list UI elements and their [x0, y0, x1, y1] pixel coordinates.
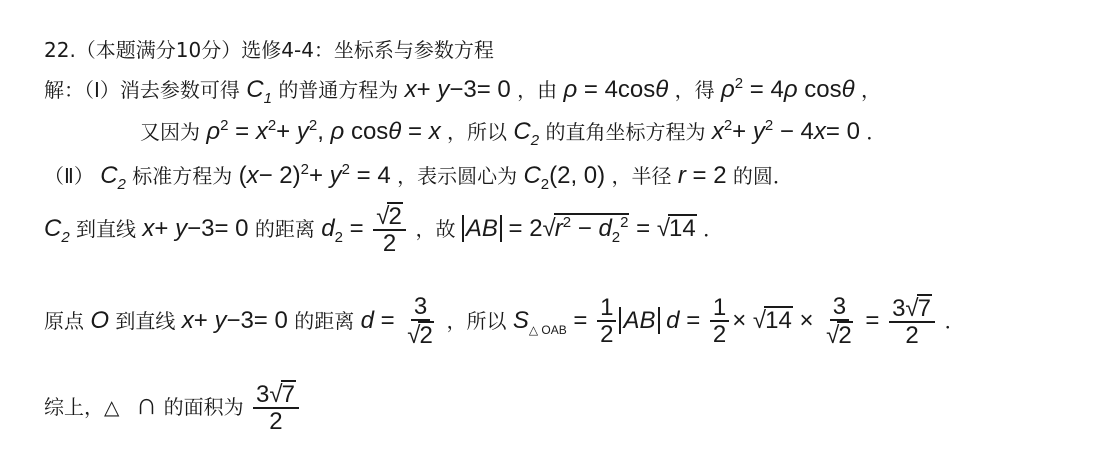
- formula-c2: $C_2$: [513, 118, 540, 149]
- formula-circle-eq: $(x- 2)^2+ y^2 = 4$: [238, 161, 391, 189]
- formula-rho-cos: ρ = 4cosθ: [563, 76, 669, 103]
- text-radius: ，半径: [611, 164, 672, 188]
- text-because: 又因为: [140, 120, 200, 144]
- solution-line-2: [140, 116, 886, 149]
- formula-rho-sq: $\rho^2 = 4\rho$ cosθ: [721, 75, 855, 103]
- text-summary: 综上，△: [44, 395, 120, 420]
- formula-conversion: $\rho^2 = x^2+ y^2$, ρ cosθ = x: [206, 117, 441, 145]
- formula-c2: $C_2$: [100, 162, 126, 193]
- text-circle: 的圆．: [732, 164, 793, 188]
- formula-line-eq: x+ y−3= 0: [404, 76, 511, 103]
- formula-c2: $C_2$: [44, 215, 70, 246]
- formula-center: $C_2(2$, 0): [523, 162, 606, 193]
- solution-line-3: [44, 160, 793, 193]
- text-period: ．: [944, 309, 965, 334]
- text-area-is: 的面积为: [163, 395, 244, 420]
- problem-header: 22.（本题满分10分）选修4-4：坐标系与参数方程: [44, 38, 494, 62]
- solution-line-6: [44, 380, 302, 436]
- formula-omega-glyph: ∩: [135, 388, 158, 422]
- text-so: ，所以: [447, 120, 508, 144]
- formula-chord-ab: AB = $2√r^2 - d_2^2 = √14$: [462, 215, 697, 242]
- formula-c1: $C_1$: [246, 76, 272, 107]
- text-distance: 的距离: [254, 217, 315, 242]
- text-to-line: 到直线: [115, 309, 176, 334]
- text-to-line: 到直线: [76, 217, 137, 242]
- solution-intro: 解：（Ⅰ）消去参数可得: [44, 78, 240, 102]
- solution-line-4: [44, 202, 723, 258]
- formula-d2: $d_2$ = $\frac{√2}{2}$: [321, 215, 415, 242]
- formula-line-eq: x+ y−3= 0: [142, 215, 249, 243]
- formula-d: d = $\frac{3}{√2}$: [360, 293, 433, 350]
- formula-area: $S_{\triangle OAB}$ = $\frac{1}{2}$ AB d = $\frac{1}{2}$ × √14 × $\frac{3}{√2}$ = $\frac{3√7}{2}$: [513, 307, 945, 334]
- text-get: ，得: [674, 78, 715, 102]
- solution-line-1: [44, 74, 881, 107]
- text-center: ，表示圆心为: [397, 164, 518, 188]
- text-so: ，所以: [446, 309, 507, 334]
- text-period: ．: [703, 217, 724, 242]
- formula-final-area: $\frac{3√7}{2}$: [250, 393, 302, 420]
- text-distance: 的距离: [294, 309, 355, 334]
- formula-o: O: [90, 307, 110, 335]
- text-origin: 原点: [44, 309, 84, 334]
- part2-label: （Ⅱ）: [44, 164, 94, 188]
- text-by: ，由: [517, 78, 558, 102]
- text-standard-eq: 标准方程为: [132, 164, 233, 188]
- text-comma: ，: [860, 78, 881, 102]
- text-period: ．: [866, 120, 887, 144]
- solution-line-5: [44, 294, 965, 350]
- formula-c2-cartesian: $x^2+ y^2 - 4x= 0$: [711, 117, 860, 145]
- text-hence: ，故: [415, 217, 456, 242]
- text-cartesian-eq: 的直角坐标方程为: [545, 120, 706, 144]
- text-normal-eq: 的普通方程为: [278, 78, 399, 102]
- formula-radius: r = 2: [677, 162, 727, 189]
- formula-line-eq: x+ y−3= 0: [181, 307, 288, 335]
